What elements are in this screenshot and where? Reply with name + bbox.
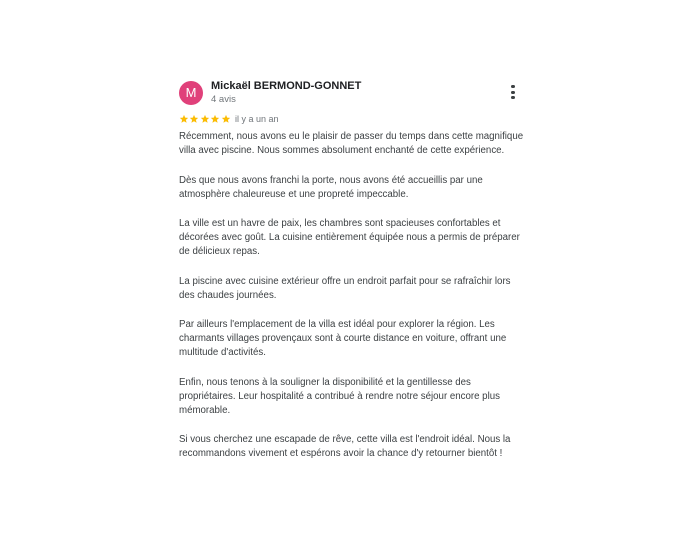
review-paragraph: Par ailleurs l'emplacement de la villa est idéal pour explorer la région. Les charmants villages provençaux sont à courte distance en voiture, offrant une multitude d'activités.: [179, 319, 507, 358]
review-paragraph: La ville est un havre de paix, les chambres sont spacieuses confortables et décorées avec goût. La cuisine entièrement équipée nous a permis de préparer de délicieux repas.: [179, 218, 520, 257]
review-text: [179, 130, 524, 461]
review-paragraph: Récemment, nous avons eu le plaisir de passer du temps dans cette magnifique villa avec piscine. Nous sommes absolument enchanté de cette expérience.: [179, 131, 524, 156]
star-rating: [179, 114, 231, 124]
more-options-button[interactable]: [508, 85, 518, 101]
review-paragraph: Enfin, nous tenons à la souligner la disponibilité et la gentillesse des propriétaires. Leur hospitalité a contribué à rendre notre séjour encore plus mémorable.: [179, 376, 500, 416]
star-icon: [189, 114, 199, 124]
star-icon: [200, 114, 210, 124]
review-count: 4 avis: [211, 94, 236, 105]
review-card: [179, 80, 524, 477]
rating-row: [179, 113, 524, 125]
more-vert-icon: [508, 85, 518, 99]
star-icon: [210, 114, 220, 124]
review-paragraph: Dès que nous avons franchi la porte, nous avons été accueillis par une atmosphère chaleureuse et une propreté impeccable.: [179, 174, 483, 200]
reviewer-name[interactable]: Mickaël BERMOND-GONNET: [211, 80, 362, 92]
review-time: il y a un an: [234, 114, 279, 124]
star-icon: [179, 114, 189, 124]
review-paragraph: Si vous cherchez une escapade de rêve, cette villa est l'endroit idéal. Nous la recommandons vivement et espérons avoir la chance d'y retourner bientôt !: [179, 434, 511, 459]
review-paragraph: La piscine avec cuisine extérieur offre un endroit parfait pour se rafraîchir lors des chaudes journées.: [179, 275, 511, 301]
star-icon: [221, 114, 231, 124]
avatar[interactable]: M: [179, 81, 203, 105]
review-header: [179, 80, 524, 107]
